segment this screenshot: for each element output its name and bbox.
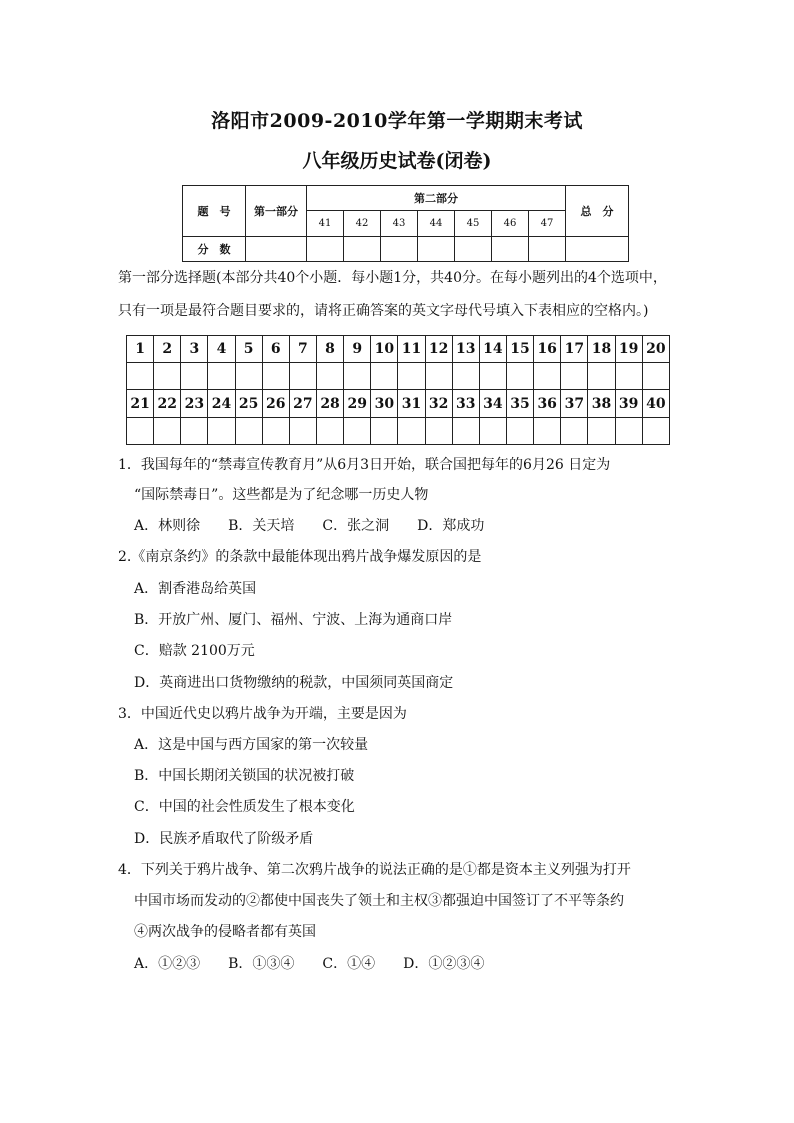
q1-stem-line-1: 1．我国每年的“禁毒宣传教育月”从6月3日开始，联合国把每年的6月26 日定为 — [118, 457, 611, 473]
score-table — [182, 185, 629, 262]
answer-blank-cell[interactable] — [289, 363, 316, 390]
answer-number-cell: 13 — [452, 336, 479, 363]
q4-stem-line-1: 4．下列关于鸦片战争、第二次鸦片战争的说法正确的是①都是资本主义列强为打开 — [118, 862, 631, 878]
answer-number-cell: 21 — [127, 390, 154, 418]
score-cell — [455, 237, 492, 262]
answer-number-cell: 4 — [208, 336, 235, 363]
question-col-header: 41 — [307, 211, 344, 237]
row-label-question-number: 题 号 — [183, 186, 246, 237]
answer-blank-cell[interactable] — [262, 363, 289, 390]
answer-number-cell: 3 — [181, 336, 208, 363]
answer-number-cell: 14 — [479, 336, 506, 363]
q2-option-a: A．割香港岛给英国 — [134, 581, 257, 597]
answer-blank-cell[interactable] — [398, 418, 425, 445]
q2-option-b: B．开放广州、厦门、福州、宁波、上海为通商口岸 — [134, 612, 453, 628]
q3-option-d: D．民族矛盾取代了阶级矛盾 — [134, 831, 314, 847]
answer-blank-cell[interactable] — [506, 363, 533, 390]
answer-blank-cell[interactable] — [506, 418, 533, 445]
answer-blank-cell[interactable] — [398, 363, 425, 390]
row-label-score: 分 数 — [183, 237, 246, 262]
answer-number-cell: 26 — [262, 390, 289, 418]
answer-number-cell: 19 — [615, 336, 642, 363]
answer-number-cell: 11 — [398, 336, 425, 363]
answer-blank-cell[interactable] — [235, 363, 262, 390]
part2-header: 第二部分 — [307, 186, 566, 211]
question-col-header: 43 — [381, 211, 418, 237]
answer-blank-cell[interactable] — [371, 418, 398, 445]
answer-number-cell: 18 — [588, 336, 615, 363]
answer-blank-cell[interactable] — [588, 363, 615, 390]
answer-blank-cell[interactable] — [208, 363, 235, 390]
answer-number-cell: 36 — [534, 390, 561, 418]
answer-number-cell: 7 — [289, 336, 316, 363]
exam-title: 洛阳市2009-2010学年第一学期期末考试 — [211, 110, 583, 132]
answer-number-cell: 9 — [344, 336, 371, 363]
q2-stem: 2.《南京条约》的条款中最能体现出鸦片战争爆发原因的是 — [118, 549, 482, 565]
answer-number-cell: 39 — [615, 390, 642, 418]
answer-blank-cell[interactable] — [344, 363, 371, 390]
question-col-header: 42 — [344, 211, 381, 237]
answer-number-cell: 25 — [235, 390, 262, 418]
answer-blank-cell[interactable] — [127, 418, 154, 445]
answer-blank-cell[interactable] — [479, 363, 506, 390]
answer-blank-cell[interactable] — [615, 363, 642, 390]
score-cell — [307, 237, 344, 262]
answer-number-cell: 28 — [316, 390, 343, 418]
answer-blank-cell[interactable] — [425, 418, 452, 445]
answer-grid — [126, 335, 670, 445]
answer-blank-cell[interactable] — [127, 363, 154, 390]
score-cell — [381, 237, 418, 262]
answer-number-cell: 40 — [642, 390, 669, 418]
answer-blank-cell[interactable] — [452, 363, 479, 390]
score-cell — [529, 237, 566, 262]
instructions-line-1: 第一部分选择题(本部分共40个小题．每小题1分，共40分。在每小题列出的4个选项中， — [118, 270, 667, 286]
answer-number-cell: 20 — [642, 336, 669, 363]
question-col-header: 47 — [529, 211, 566, 237]
part1-header: 第一部分 — [246, 186, 307, 237]
q3-option-a: A．这是中国与西方国家的第一次较量 — [134, 737, 369, 753]
answer-number-cell: 10 — [371, 336, 398, 363]
answer-number-cell: 17 — [561, 336, 588, 363]
q2-option-c: C．赔款 2100万元 — [134, 643, 255, 659]
answer-blank-cell[interactable] — [154, 418, 181, 445]
answer-number-cell: 31 — [398, 390, 425, 418]
answer-blank-cell[interactable] — [316, 418, 343, 445]
answer-number-cell: 34 — [479, 390, 506, 418]
instructions-line-2: 只有一项是最符合题目要求的，请将正确答案的英文字母代号填入下表相应的空格内。) — [118, 303, 649, 319]
answer-blank-cell[interactable] — [534, 418, 561, 445]
answer-number-cell: 8 — [316, 336, 343, 363]
answer-blank-cell[interactable] — [289, 418, 316, 445]
total-header: 总 分 — [566, 186, 629, 237]
answer-number-cell: 16 — [534, 336, 561, 363]
answer-blank-cell[interactable] — [452, 418, 479, 445]
answer-number-cell: 35 — [506, 390, 533, 418]
score-cell — [246, 237, 307, 262]
q1-stem-line-2: “国际禁毒日”。这些都是为了纪念哪一历史人物 — [134, 487, 429, 503]
answer-blank-cell[interactable] — [534, 363, 561, 390]
q3-stem: 3．中国近代史以鸦片战争为开端，主要是因为 — [118, 706, 407, 722]
answer-blank-cell[interactable] — [561, 363, 588, 390]
answer-number-cell: 2 — [154, 336, 181, 363]
answer-blank-cell[interactable] — [235, 418, 262, 445]
answer-number-cell: 15 — [506, 336, 533, 363]
score-cell — [492, 237, 529, 262]
score-cell — [418, 237, 455, 262]
answer-blank-cell[interactable] — [642, 363, 669, 390]
answer-blank-cell[interactable] — [262, 418, 289, 445]
answer-blank-cell[interactable] — [561, 418, 588, 445]
answer-blank-cell[interactable] — [208, 418, 235, 445]
answer-blank-cell[interactable] — [479, 418, 506, 445]
answer-number-cell: 38 — [588, 390, 615, 418]
answer-blank-cell[interactable] — [425, 363, 452, 390]
q4-stem-line-2: 中国市场而发动的②都使中国丧失了领土和主权③都强迫中国签订了不平等条约 — [134, 893, 624, 909]
q4-options: A．①②③ B．①③④ C．①④ D．①②③④ — [134, 956, 485, 972]
score-cell — [566, 237, 629, 262]
question-col-header: 44 — [418, 211, 455, 237]
answer-blank-cell[interactable] — [181, 363, 208, 390]
answer-blank-cell[interactable] — [154, 363, 181, 390]
answer-number-cell: 37 — [561, 390, 588, 418]
answer-blank-cell[interactable] — [181, 418, 208, 445]
answer-number-cell: 22 — [154, 390, 181, 418]
score-cell — [344, 237, 381, 262]
answer-number-cell: 12 — [425, 336, 452, 363]
q2-option-d: D．英商进出口货物缴纳的税款，中国须同英国商定 — [134, 675, 454, 691]
answer-blank-cell[interactable] — [642, 418, 669, 445]
answer-number-cell: 27 — [289, 390, 316, 418]
answer-number-cell: 1 — [127, 336, 154, 363]
q1-options: A．林则徐 B．关天培 C．张之洞 D．郑成功 — [134, 518, 485, 534]
answer-number-cell: 30 — [371, 390, 398, 418]
exam-subtitle: 八年级历史试卷(闭卷) — [302, 150, 492, 172]
answer-number-cell: 29 — [344, 390, 371, 418]
q3-option-b: B．中国长期闭关锁国的状况被打破 — [134, 768, 355, 784]
answer-number-cell: 5 — [235, 336, 262, 363]
answer-number-cell: 32 — [425, 390, 452, 418]
answer-number-cell: 23 — [181, 390, 208, 418]
answer-blank-cell[interactable] — [316, 363, 343, 390]
answer-number-cell: 24 — [208, 390, 235, 418]
answer-blank-cell[interactable] — [615, 418, 642, 445]
question-col-header: 45 — [455, 211, 492, 237]
answer-blank-cell[interactable] — [588, 418, 615, 445]
answer-blank-cell[interactable] — [371, 363, 398, 390]
q3-option-c: C．中国的社会性质发生了根本变化 — [134, 799, 355, 815]
answer-number-cell: 33 — [452, 390, 479, 418]
answer-blank-cell[interactable] — [344, 418, 371, 445]
q4-stem-line-3: ④两次战争的侵略者都有英国 — [134, 924, 316, 940]
answer-number-cell: 6 — [262, 336, 289, 363]
question-col-header: 46 — [492, 211, 529, 237]
